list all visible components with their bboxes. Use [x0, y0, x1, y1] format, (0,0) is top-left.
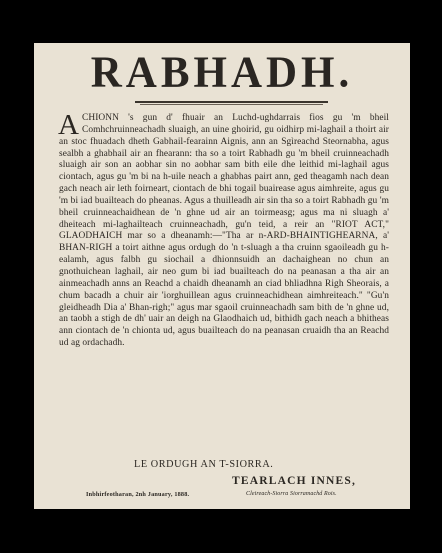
signatory-title: Cleireach-Siorra Siorramachd Rois.: [246, 491, 337, 497]
notice-title: RABHADH.: [90, 48, 354, 97]
title-underline-thin: [140, 104, 323, 105]
notice-body: [58, 109, 389, 350]
by-order-line: LE ORDUGH AN T-SIORRA.: [134, 459, 274, 470]
signatory-name: TEARLACH INNES,: [232, 475, 357, 487]
drop-capital: A: [58, 109, 80, 141]
title-underline: [135, 101, 328, 103]
place-date: Inbhirfeotharan, 2nh January, 1888.: [86, 491, 190, 498]
notice-body-text: CHIONN 's gun d' fhuair an Luchd-ughdarrais fios gu 'm bheil Comhchruinneachadh sluaigh, an uine ghoirid, gu oidhirp mi-laghail a thoirt air an stoc fhuadach dheth Gabhail-fearainn Aignis, ann an Sgìreachd Steornabha, agus sealbh a ghabhail air an fhearann: tha so a toirt Rabhadh gu 'm bheil cruinneachadh sluaigh air son an aobhar sin no aobhar sam bith eile dhe leithid mi-laghail agus ciontach, agus gu 'm bi na h-uile neach a ghabhas pairt ann, ged theagamh nach dean gach neach air leth foirneart, ciontach de bhi togail buairease agus aimhreite, agus gu 'm bi iad buailteach do pheanas. Agus a thuilleadh air sin tha so a toirt Rabhadh gu 'm bheil cruinneachaidhean de 'n ghne ud air an toirmeasg; agus ma ni sluagh a' dheiteach mi-laghailteach cruinneachadh, gu'n teid, a reir an "RIOT ACT," GLAODHAICH mar so a dheanamh:—"Tha ar n-ARD-BHAINTIGHEARNA, a' BHAN-RIGH a toirt aithne agus ordugh do 'n t-sluagh a tha cruinn sgaoileadh gu h-ealamh, agus falbh gu siochail a dhionnsuidh an dachaighean no chun an gnothuichean laghail, air neo gum bi iad buailteach do na peanasan a tha air an ainmeachadh anns an Reachd a chaidh dheanamh an ciad bhliadhna Righ Sheorais, a chum bacadh a chuir air 'iorghuillean agus cruinneachidhean aimhreiteach." "Gu'n gleidheadh Dia a' Bhan-righ;" agus mar sgaoil cruinneachadh sam bith de 'n ghne ud, an taobh a stigh de dh' uair an deigh na Glaodhaich ud, bithidh gach neach a bhitheas ann ciontach de 'n chionta ud, agus buailteach do na peanasan cruaidh tha an Reachd ud ag ordachadh.: [59, 113, 389, 349]
notice-poster: [34, 43, 410, 509]
